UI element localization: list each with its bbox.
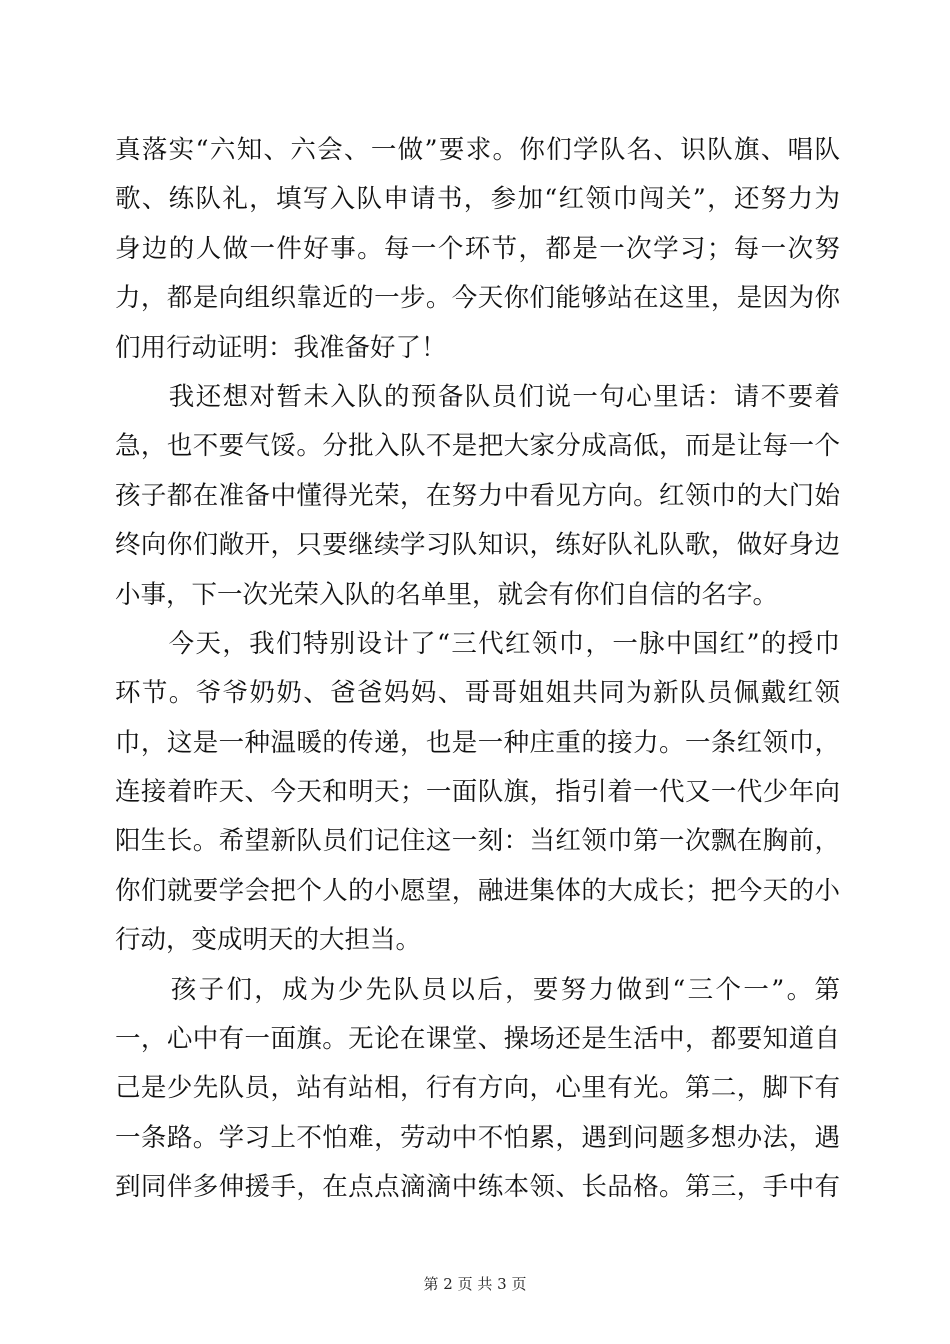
text-line: 你们就要学会把个人的小愿望，融进集体的大成长；把今天的小 [115, 875, 840, 906]
text-line: 连接着昨天、今天和明天；一面队旗，指引着一代又一代少年向 [115, 777, 840, 808]
text-line: 到同伴多伸援手，在点点滴滴中练本领、长品格。第三，手中有 [115, 1172, 840, 1203]
text-line: 今天，我们特别设计了“三代红领巾，一脉中国红”的授巾 [115, 628, 840, 659]
text-line: 行动，变成明天的大担当。 [115, 925, 422, 956]
text-line: 真落实“六知、六会、一做”要求。你们学队名、识队旗、唱队 [115, 135, 840, 165]
text-line: 小事，下一次光荣入队的名单里，就会有你们自信的名字。 [115, 579, 779, 610]
text-line: 终向你们敞开，只要继续学习队知识，练好队礼队歌，做好身边 [115, 530, 840, 561]
text-line: 孩子都在准备中懂得光荣，在努力中看见方向。红领巾的大门始 [115, 480, 840, 511]
page-number-footer: 第 2 页 共 3 页 [423, 1275, 527, 1293]
document-body [115, 126, 840, 1213]
text-line: 阳生长。希望新队员们记住这一刻：当红领巾第一次飘在胸前， [115, 826, 840, 857]
text-line: 们用行动证明：我准备好了！ [115, 332, 447, 363]
text-line: 急，也不要气馁。分批入队不是把大家分成高低，而是让每一个 [115, 431, 840, 462]
text-line: 巾，这是一种温暖的传递，也是一种庄重的接力。一条红领巾， [115, 727, 840, 758]
text-line: 力，都是向组织靠近的一步。今天你们能够站在这里，是因为你 [115, 283, 840, 314]
text-line: 一，心中有一面旗。无论在课堂、操场还是生活中，都要知道自 [115, 1024, 840, 1055]
text-line: 身边的人做一件好事。每一个环节，都是一次学习；每一次努 [115, 233, 840, 264]
text-line: 我还想对暂未入队的预备队员们说一句心里话：请不要着 [115, 381, 840, 412]
text-line: 歌、练队礼，填写入队申请书，参加“红领巾闯关”，还努力为 [115, 184, 840, 215]
text-line: 一条路。学习上不怕难，劳动中不怕累，遇到问题多想办法，遇 [115, 1122, 840, 1153]
text-line: 环节。爷爷奶奶、爸爸妈妈、哥哥姐姐共同为新队员佩戴红领 [115, 678, 840, 709]
text-line: 己是少先队员，站有站相，行有方向，心里有光。第二，脚下有 [115, 1073, 840, 1104]
text-line: 孩子们，成为少先队员以后，要努力做到“三个一”。第 [115, 974, 840, 1005]
